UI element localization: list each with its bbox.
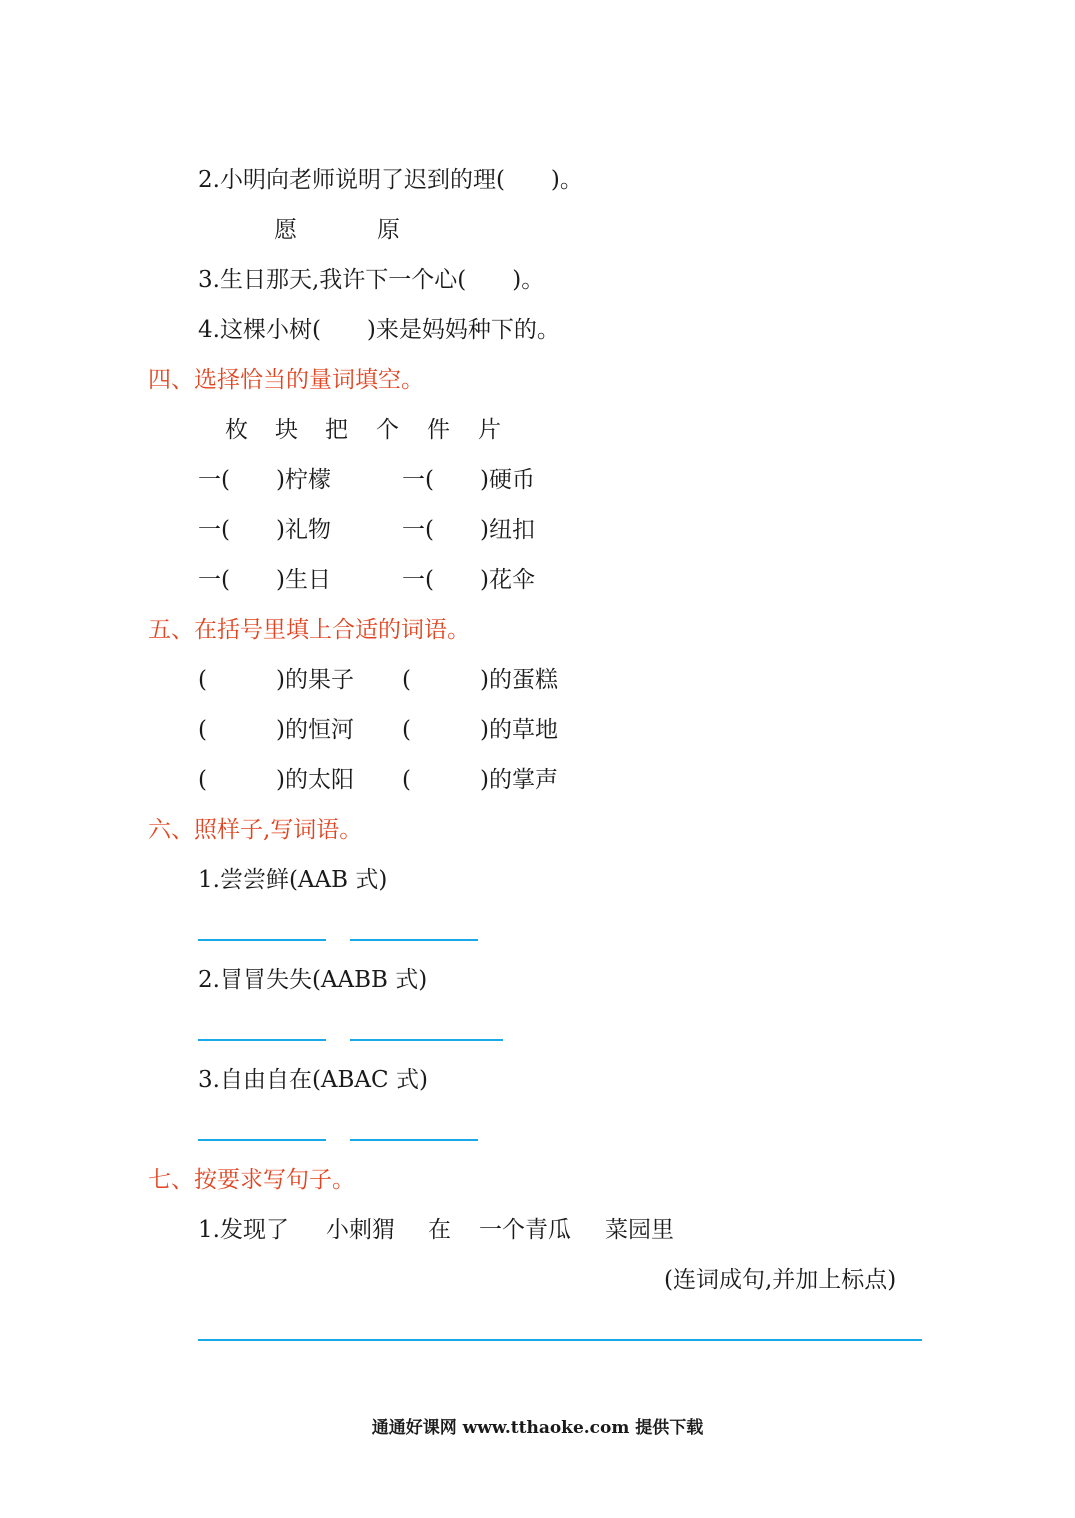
- q7-heading: 七、按要求写句子。: [148, 1167, 355, 1193]
- q4-choice: 个: [376, 417, 399, 443]
- q6-heading: 六、照样子,写词语。: [148, 817, 363, 843]
- q4-choice: 枚: [225, 417, 248, 443]
- q4-choice: 块: [275, 417, 298, 443]
- q6-item-2: 2.冒冒失失(AABB 式): [198, 967, 428, 993]
- answer-line[interactable]: [198, 1339, 922, 1341]
- answer-line[interactable]: [198, 939, 326, 941]
- q7-instruction: (连词成句,并加上标点): [664, 1267, 897, 1293]
- q4-blank-item: 一( )纽扣: [402, 517, 535, 543]
- q4-blank-item: 一( )硬币: [402, 467, 535, 493]
- q7-word: 一个青瓜: [479, 1217, 571, 1243]
- q7-word: 1.发现了: [198, 1217, 289, 1243]
- q5-blank-item: ( )的恒河: [198, 717, 354, 743]
- answer-line[interactable]: [350, 939, 478, 941]
- q4-blank-item: 一( )柠檬: [198, 467, 331, 493]
- q4-blank-item: 一( )花伞: [402, 567, 535, 593]
- answer-line[interactable]: [198, 1039, 326, 1041]
- q5-blank-item: ( )的太阳: [198, 767, 354, 793]
- q4-blank-item: 一( )生日: [198, 567, 331, 593]
- footer-credit: 通通好课网 www.tthaoke.com 提供下载: [371, 1418, 704, 1438]
- q3-item-3: 3.生日那天,我许下一个心( )。: [198, 267, 545, 293]
- q7-word: 在: [428, 1217, 451, 1243]
- q7-word: 菜园里: [605, 1217, 674, 1243]
- q4-choice: 件: [427, 417, 450, 443]
- q5-blank-item: ( )的掌声: [402, 767, 558, 793]
- q4-blank-item: 一( )礼物: [198, 517, 331, 543]
- q4-heading: 四、选择恰当的量词填空。: [148, 367, 424, 393]
- q6-item-1: 1.尝尝鲜(AAB 式): [198, 867, 388, 893]
- q3-item-4: 4.这棵小树( )来是妈妈种下的。: [198, 317, 560, 343]
- q3-item-2: 2.小明向老师说明了迟到的理( )。: [198, 167, 583, 193]
- q5-blank-item: ( )的蛋糕: [402, 667, 558, 693]
- q3-option-2: 原: [377, 217, 400, 243]
- q4-choice: 片: [478, 417, 501, 443]
- q7-word: 小刺猬: [326, 1217, 395, 1243]
- q3-option-1: 愿: [274, 217, 297, 243]
- q5-blank-item: ( )的草地: [402, 717, 558, 743]
- answer-line[interactable]: [198, 1139, 326, 1141]
- answer-line[interactable]: [350, 1039, 503, 1041]
- q4-choice: 把: [325, 417, 348, 443]
- q5-heading: 五、在括号里填上合适的词语。: [148, 617, 470, 643]
- q6-item-3: 3.自由自在(ABAC 式): [198, 1067, 428, 1093]
- answer-line[interactable]: [350, 1139, 478, 1141]
- q5-blank-item: ( )的果子: [198, 667, 354, 693]
